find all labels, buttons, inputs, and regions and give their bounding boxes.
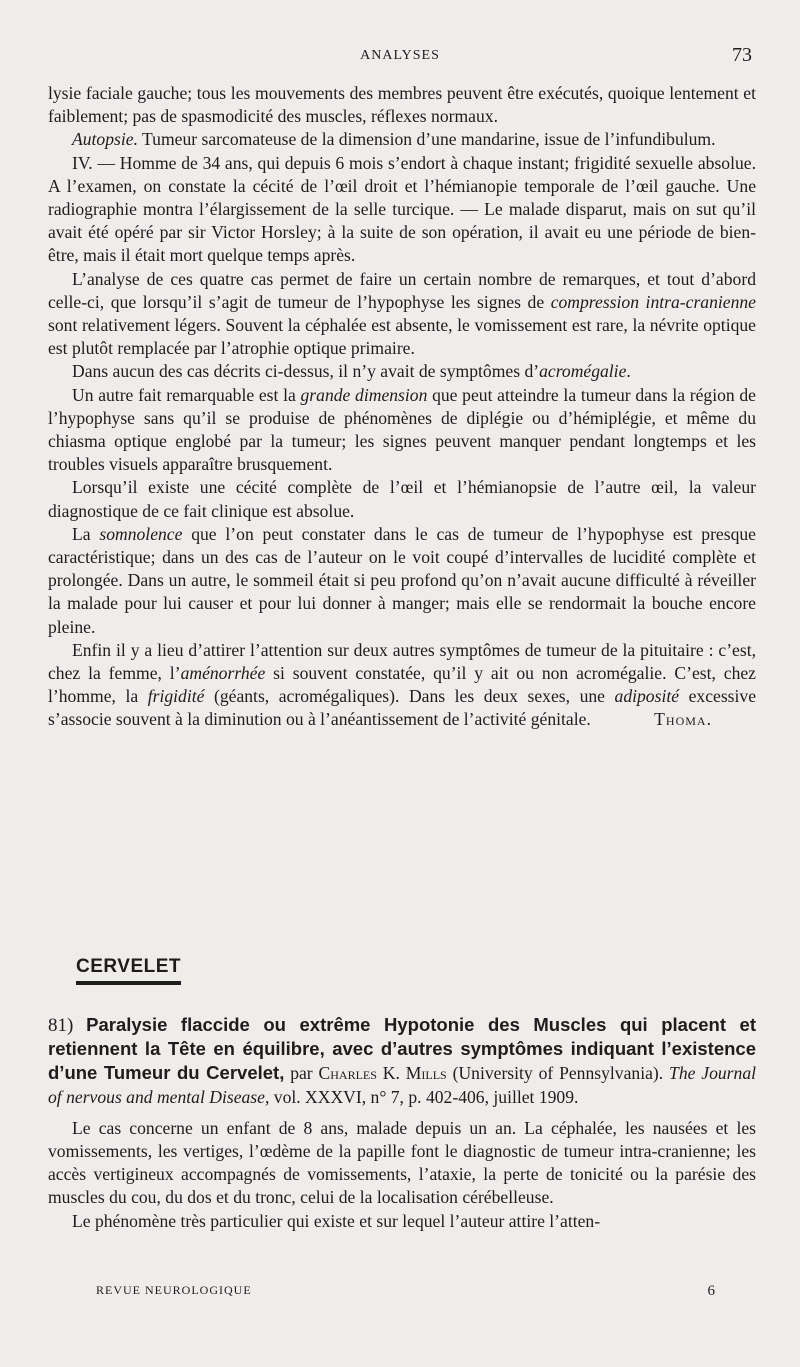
paragraph-diagnostic: Lorsqu’il existe une cécité complète de l’œil et l’hémianopsie de l’autre œil, la valeur diagnostique de ce fait clinique est absolue. — [48, 477, 756, 521]
article-81 — [48, 1013, 756, 1233]
paragraph-analysis: L’analyse de ces quatre cas permet de faire un certain nombre de remarques, et tout d’abord celle-ci, que lorsqu’il s’agit de tumeur de l’hypophyse les signes de compression intra-cranienne sont relativement légers. Souvent la céphalée est absente, le vomissement est rare, la névrite optique est plutôt remplacée par l’atrophie optique primaire. — [48, 268, 756, 359]
body-text — [48, 82, 756, 732]
paragraph-1: lysie faciale gauche; tous les mouvements des membres peuvent être exécutés, quoique lentement et faiblement; pas de spasmodicité des muscles, réflexes normaux. — [48, 83, 756, 127]
article-paragraph-1: Le cas concerne un enfant de 8 ans, malade depuis un an. La céphalée, les nausées et les vomissements, les vertiges, l’œdème de la papille font le diagnostic de tumeur intra-cranienne; les accès vertigineux accompagnés de vomissements, l’ataxie, la perte de tonicité ou la parésie des muscles du cou, du dos et du tronc, celui de la localisation cérébelleuse. — [48, 1117, 756, 1208]
autopsy-label: Autopsie. — [72, 129, 138, 150]
article-number: 81) — [48, 1015, 74, 1036]
paragraph-somnolence: La somnolence que l’on peut constater dans le cas de tumeur de l’hypophyse est presque caractéristique; dans un des cas de l’auteur on le voit coupé d’intervalles de lucidité complète et prolongée. Dans un autre, le sommeil était si peu profond qu’on n’avait aucune difficulté à réveiller la malade pour lui causer et pour lui donner à manger; mais elle se rendormait la bouche encore pleine. — [48, 523, 756, 637]
footer-signature-mark: 6 — [707, 1283, 716, 1299]
author-signature: Thoma. — [654, 709, 712, 730]
paragraph-autopsy: Autopsie. Tumeur sarcomateuse de la dimension d’une mandarine, issue de l’infundibulum. — [72, 129, 716, 150]
paragraph-acromegaly: Dans aucun des cas décrits ci-dessus, il n’y avait de symptômes d’acromégalie. — [72, 361, 631, 382]
paragraph-dimension: Un autre fait remarquable est la grande dimension que peut atteindre la tumeur dans la région de l’hypophyse sans qu’il se produise de phénomènes de diplégie ou d’hémiplégie, et même du chiasma optique englobé par la tumeur; les signes peuvent manquer pendant longtemps et les troubles visuels apparaître brusquement. — [48, 384, 756, 475]
journal-name: The Journal of nervous and mental Disease — [48, 1063, 757, 1107]
article-paragraph-2: Le phénomène très particulier qui existe et sur lequel l’auteur attire l’atten- — [72, 1210, 601, 1231]
running-head-title: ANALYSES — [360, 48, 440, 63]
paragraph-case-iv: IV. — Homme de 34 ans, qui depuis 6 mois s’endort à chaque instant; frigidité sexuelle absolue. A l’examen, on constate la cécité de l’œil droit et l’hémianopie temporale de l’œil gauche. Une radiographie montra l’élargissement de la selle turcique. — Le malade disparut, mais on sut qu’il avait été opéré par sir Victor Horsley; à la suite de son opération, il avait eu une période de bien-être, mais il était mort quelque temps après. — [48, 152, 756, 266]
page-footer — [96, 1283, 716, 1298]
page-number: 73 — [732, 44, 752, 66]
footer-journal: REVUE NEUROLOGIQUE — [96, 1283, 252, 1297]
article-title: Paralysie flaccide ou extrême Hypotonie des Muscles qui placent et retiennent la Tête en équilibre, avec d’autres symptômes indiquant l’existence d’une Tumeur du Cervelet, — [48, 1014, 756, 1084]
running-head — [0, 44, 800, 68]
article-heading: 81) Paralysie flaccide ou extrême Hypotonie des Muscles qui placent et retiennent la Tête en équilibre, avec d’autres symptômes indiquant l’existence d’une Tumeur du Cervelet, par Charles K. Mills (University of Pennsylvania). The Journal of nervous and mental Disease, vol. XXXVI, n° 7, p. 402-406, juillet 1909. — [48, 1014, 757, 1107]
section-title: CERVELET — [76, 956, 181, 985]
article-author: Charles K. Mills — [318, 1063, 447, 1084]
paragraph-other-symptoms: Enfin il y a lieu d’attirer l’attention sur deux autres symptômes de tumeur de la pituitaire : c’est, chez la femme, l’aménorrhée si souvent constatée, qu’il y ait ou non acromégalie. C’est, chez l’homme, la frigidité (géants, acromégaliques). Dans les deux sexes, une adiposité excessive s’associe souvent à la diminution ou à l’anéantissement de l’activité génitale. Thoma. — [48, 639, 756, 732]
